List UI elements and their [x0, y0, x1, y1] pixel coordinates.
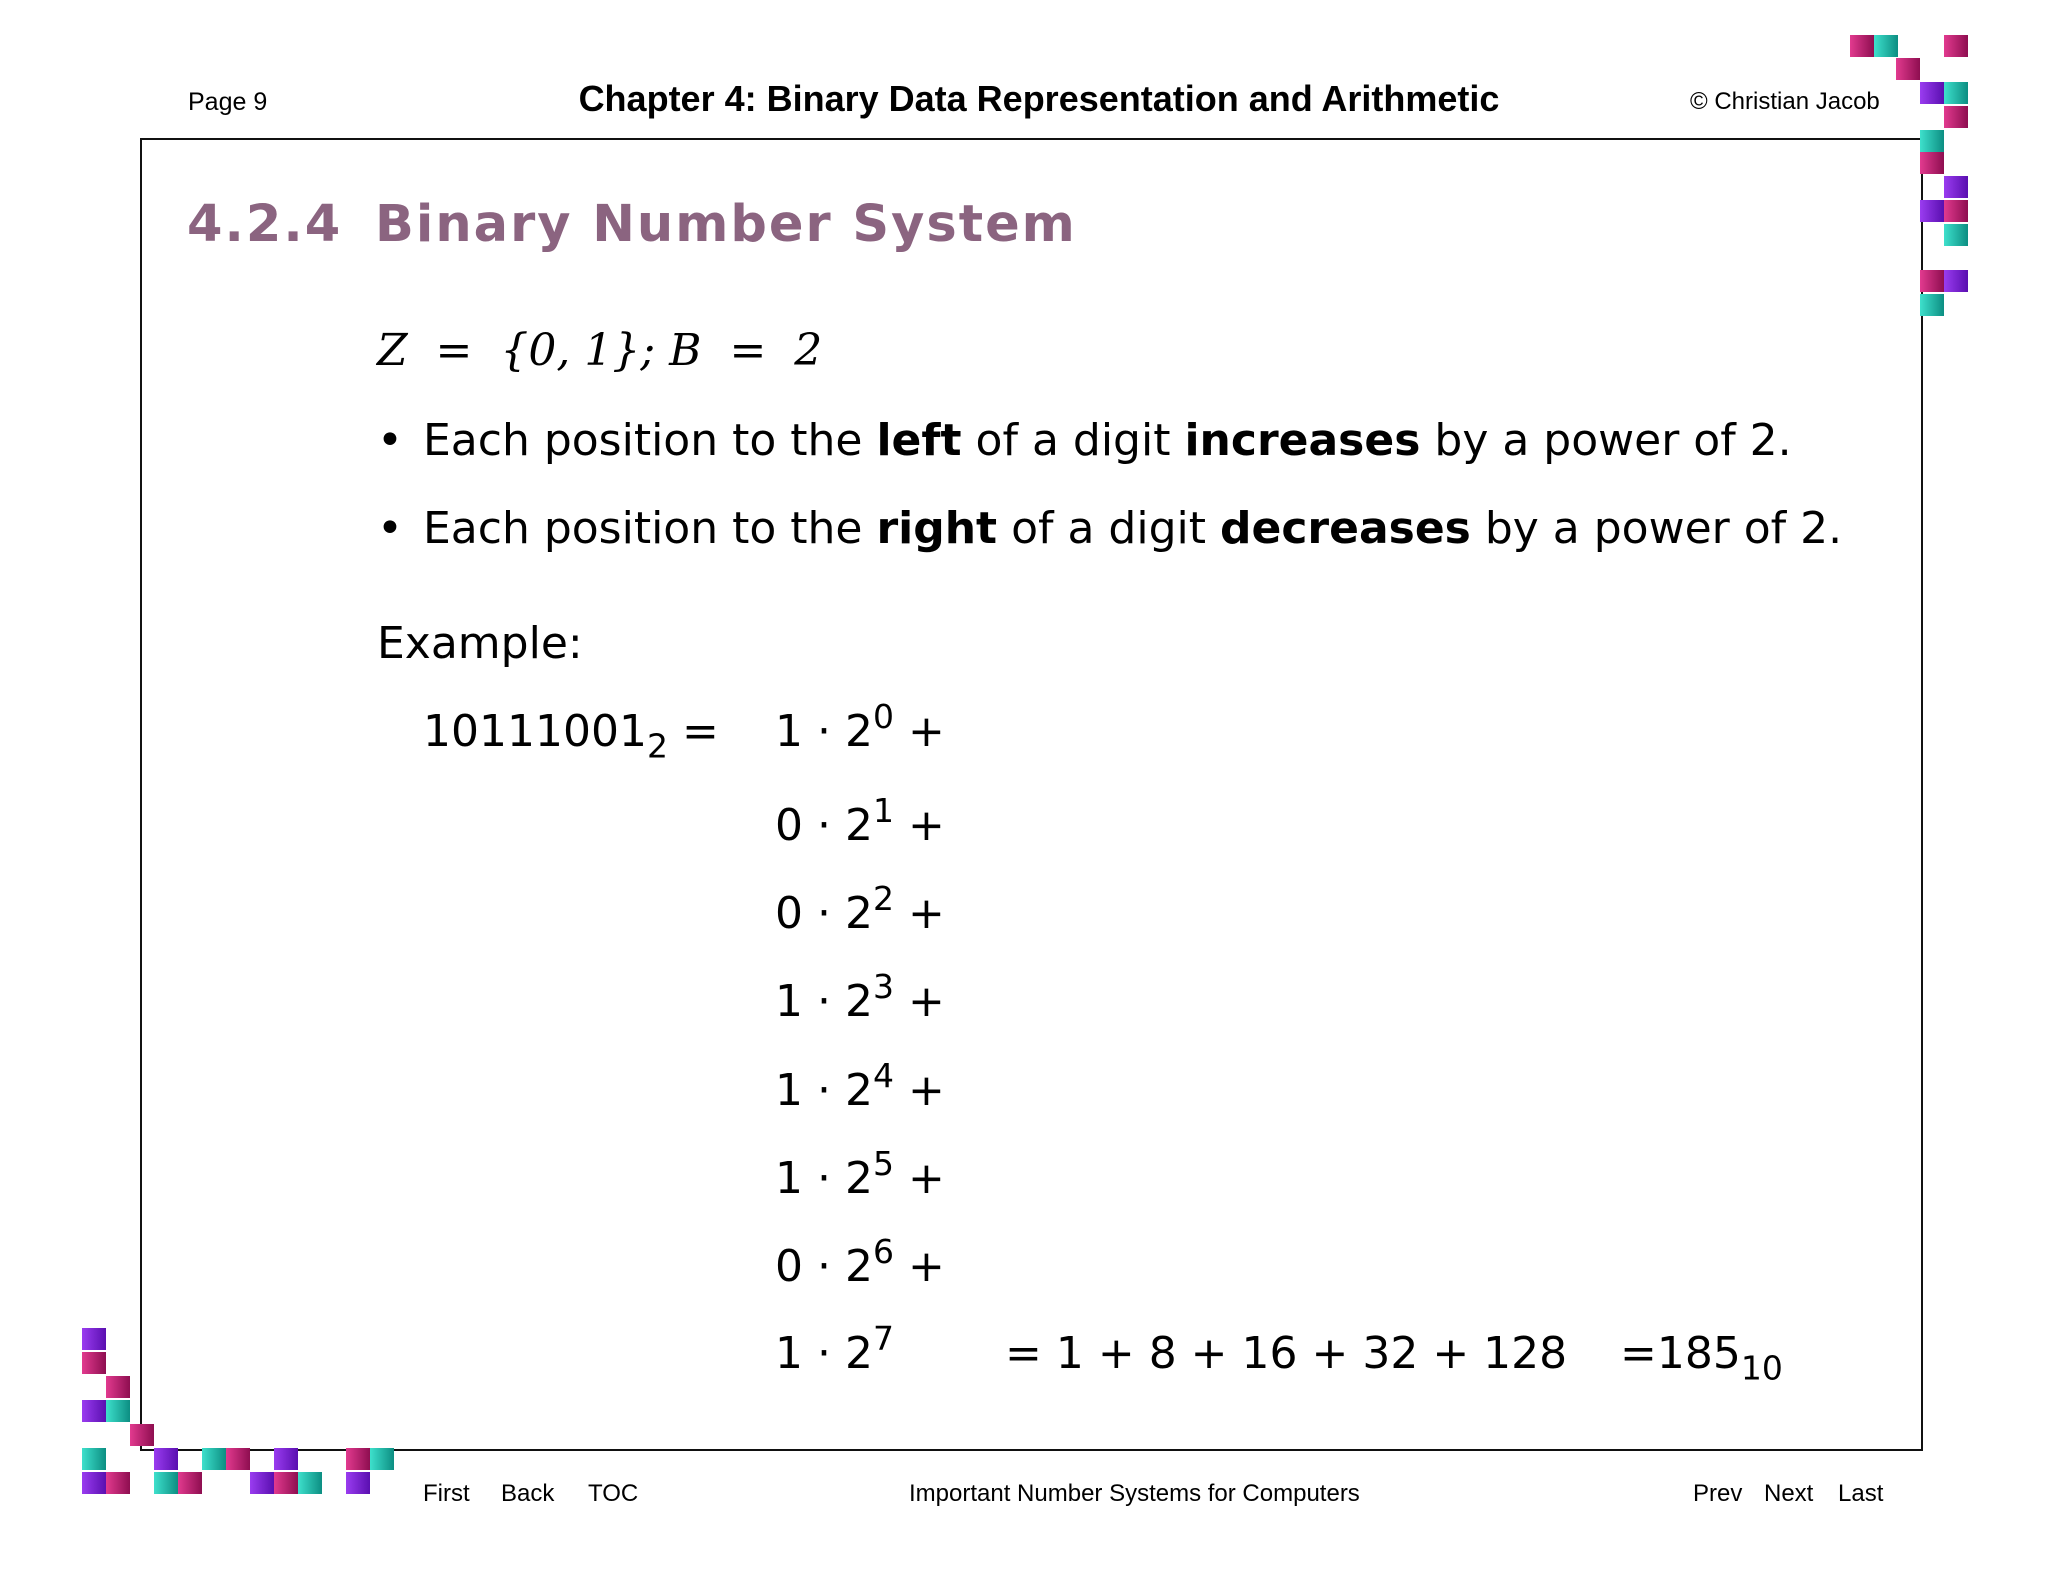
nav-toc-link[interactable]: TOC	[588, 1480, 639, 1507]
nav-prev-link[interactable]: Prev	[1693, 1480, 1743, 1507]
expansion-term: $1 \cdot 2^4$ +	[775, 1055, 945, 1116]
bullet-icon: •	[377, 415, 403, 466]
expansion-term: $1 \cdot 2^0$ +	[775, 696, 945, 757]
page-number: Page 9	[188, 88, 268, 116]
nav-next-link[interactable]: Next	[1764, 1480, 1814, 1507]
nav-back-link[interactable]: Back	[501, 1480, 555, 1507]
expansion-term: $0 \cdot 2^1$ +	[775, 790, 945, 851]
section-title	[187, 195, 1077, 254]
decorative-blocks-bottom-left	[78, 1320, 398, 1500]
nav-last-link[interactable]: Last	[1838, 1480, 1884, 1507]
decimal-result: $=185_{10}$	[1620, 1328, 1783, 1388]
footer-title: Important Number Systems for Computers	[909, 1480, 1360, 1507]
sum-of-powers: = 1 + 8 + 16 + 32 + 128	[1005, 1328, 1568, 1379]
expansion-term: $0 \cdot 2^6$ +	[775, 1231, 945, 1292]
example-label: Example:	[377, 618, 583, 669]
expansion-term: $1 \cdot 2^7$	[775, 1318, 894, 1379]
example-binary-number: $10111001_2$ =	[423, 706, 719, 766]
section-number: 4.2.4	[187, 195, 343, 254]
nav-first-link[interactable]: First	[423, 1480, 470, 1507]
expansion-term: $1 \cdot 2^3$ +	[775, 966, 945, 1027]
decorative-blocks-top-right	[1840, 30, 1980, 330]
expansion-term: $0 \cdot 2^2$ +	[775, 878, 945, 939]
chapter-title: Chapter 4: Binary Data Representation and Arithmetic	[578, 78, 1500, 119]
section-title-text: Binary Number System	[375, 195, 1077, 254]
bullet-right-decreases: • Each position to the right of a digit decreases by a power of 2.	[377, 503, 1843, 554]
set-definition: Z = {0, 1}; B = 2	[377, 325, 823, 376]
copyright: © Christian Jacob	[1690, 88, 1880, 115]
bullet-icon: •	[377, 503, 403, 554]
expansion-term: $1 \cdot 2^5$ +	[775, 1143, 945, 1204]
bullet-left-increases: • Each position to the left of a digit increases by a power of 2.	[377, 415, 1792, 466]
